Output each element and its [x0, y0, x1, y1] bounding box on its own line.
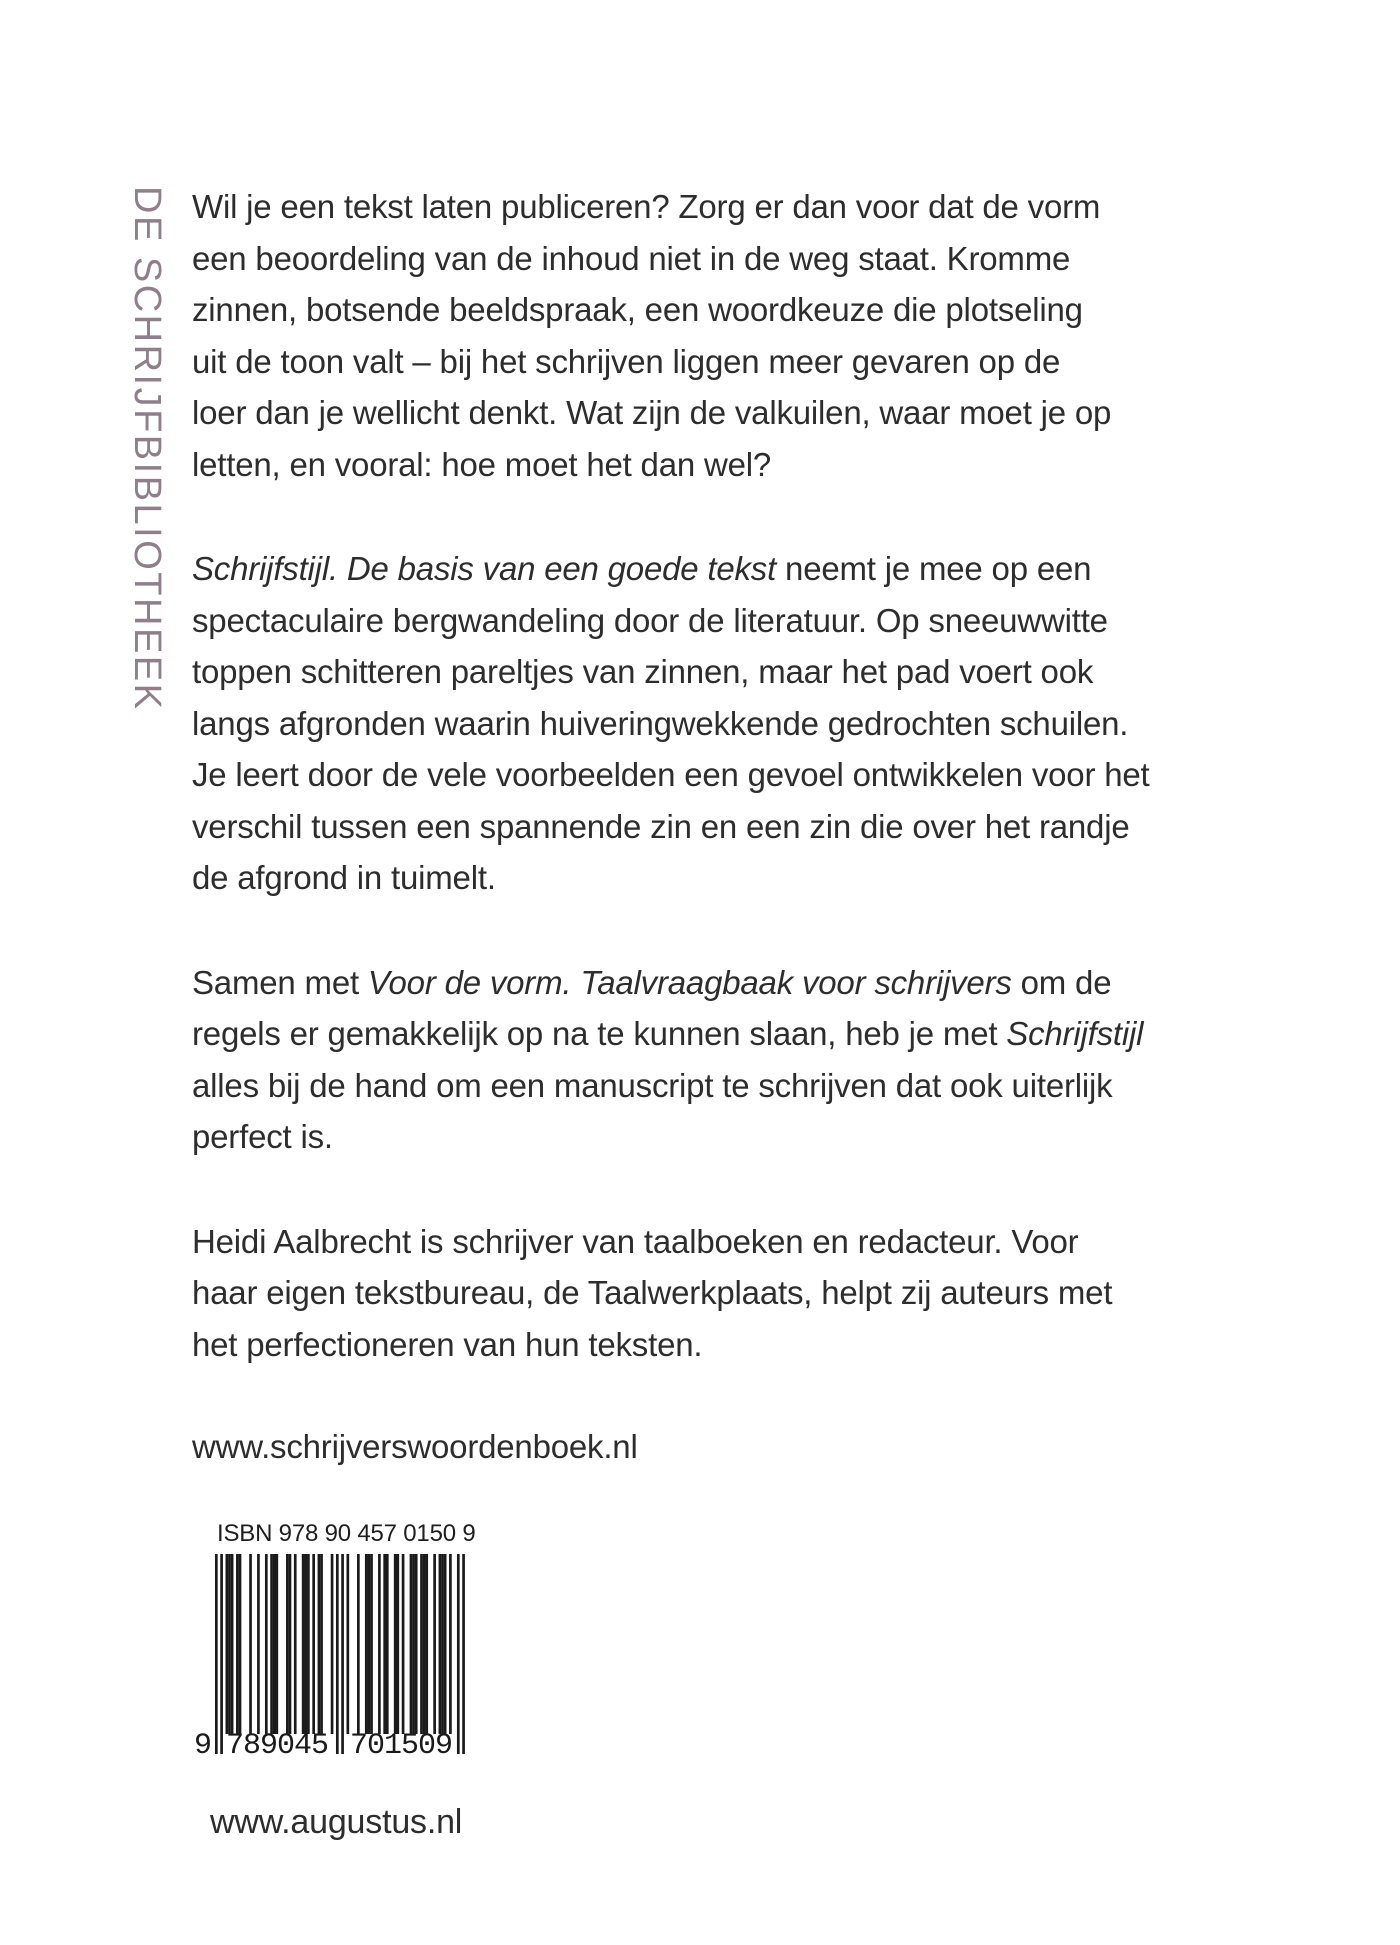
text-segment: loer dan je wellicht denkt. Wat zijn de valkuilen, waar moet je op: [192, 394, 1112, 431]
barcode-bar: [396, 1554, 399, 1734]
barcode-bar: [433, 1554, 436, 1734]
series-title-vertical: DE SCHRIJFBIBLIOTHEEK: [126, 186, 168, 712]
text-segment: de afgrond in tuimelt.: [192, 859, 496, 896]
barcode-bar: [294, 1554, 297, 1734]
barcode-bar: [425, 1554, 428, 1734]
barcode-bar: [370, 1554, 373, 1734]
barcode-bar: [410, 1554, 413, 1734]
barcode-bar: [412, 1554, 415, 1734]
barcode-guard-bar: [336, 1554, 339, 1754]
barcode-bar: [228, 1554, 231, 1734]
barcode-bar: [231, 1554, 234, 1734]
text-segment: toppen schitteren pareltjes van zinnen, maar het pad voert ook: [192, 653, 1094, 690]
text-segment: zinnen, botsende beeldspraak, een woordkeuze die plotseling: [192, 291, 1083, 328]
barcode-bar: [312, 1554, 315, 1734]
barcode-bar: [378, 1554, 381, 1734]
ean13-barcode: [193, 1554, 471, 1758]
text-segment: verschil tussen een spannende zin en een zin die over het randje: [192, 807, 1130, 845]
barcode-bar: [257, 1554, 260, 1734]
barcode-bar: [441, 1554, 444, 1734]
text-segment: letten, en vooral: hoe moet het dan wel?: [192, 445, 772, 483]
book-title-italic: Schrijfstijl. De basis van een goede tekst: [192, 550, 777, 587]
text-segment: Heidi Aalbrecht is schrijver van taalboeken en redacteur. Voor: [192, 1222, 1079, 1260]
text-segment: uit de toon valt – bij het schrijven liggen meer gevaren op de: [192, 342, 1061, 380]
text-segment: regels er gemakkelijk op na te kunnen slaan, heb je met: [192, 1015, 1007, 1052]
barcode-bar: [383, 1554, 386, 1734]
text-segment: Wil je een tekst laten publiceren? Zorg er dan voor dat de vorm: [192, 188, 1101, 225]
barcode-bar: [415, 1554, 418, 1734]
barcode-bar: [394, 1554, 397, 1734]
text-segment: het perfectioneren van hun teksten.: [192, 1325, 703, 1363]
barcode-bar: [357, 1554, 360, 1734]
barcode-bar: [386, 1554, 389, 1734]
barcode-bar: [307, 1554, 310, 1734]
barcode-guard-bar: [220, 1554, 223, 1754]
barcode-guard-bar: [457, 1554, 460, 1754]
barcode-bar: [270, 1554, 273, 1734]
text-segment: alles bij de hand om een manuscript te schrijven dat ook uiterlijk: [192, 1066, 1113, 1104]
paragraph-3: [192, 957, 1352, 1163]
barcode-bar: [420, 1554, 423, 1734]
text-segment: perfect is.: [192, 1118, 333, 1155]
text-segment: een beoordeling van de inhoud niet in de weg staat. Kromme: [192, 239, 1071, 277]
text-segment: Samen met: [192, 963, 368, 1001]
barcode-bar: [289, 1554, 292, 1734]
barcode-digit-lead: 9: [194, 1729, 213, 1758]
text-segment: om de: [1011, 963, 1112, 1001]
barcode-bar: [249, 1554, 252, 1734]
barcode-guard-bar: [341, 1554, 344, 1754]
barcode-bar: [286, 1554, 289, 1734]
barcode-bar: [265, 1554, 268, 1734]
text-segment: haar eigen tekstbureau, de Taalwerkplaats, helpt zij auteurs met: [192, 1274, 1113, 1311]
publisher-website-url: www.augustus.nl: [210, 1803, 463, 1841]
author-website-url: www.schrijverswoordenboek.nl: [192, 1428, 638, 1465]
barcode-bar: [226, 1554, 229, 1734]
isbn-block: [193, 1520, 475, 1758]
text-segment: langs afgronden waarin huiveringwekkende gedrochten schuilen.: [192, 704, 1129, 742]
paragraph-2: [192, 543, 1352, 904]
barcode-bar: [236, 1554, 239, 1734]
barcode-digits-left: 789045: [226, 1729, 329, 1758]
barcode-bar: [331, 1554, 334, 1734]
text-segment: neemt je mee op een: [776, 550, 1092, 587]
book-title-italic: Voor de vorm. Taalvraagbaak voor schrijvers: [367, 963, 1012, 1001]
text-segment: spectaculaire bergwandeling door de literatuur. Op sneeuwwitte: [192, 601, 1108, 639]
barcode-bar: [304, 1554, 307, 1734]
barcode-bar: [239, 1554, 242, 1734]
barcode-bar: [439, 1554, 442, 1734]
barcode-bar: [368, 1554, 371, 1734]
paragraph-1: [192, 181, 1352, 490]
barcode-bar: [423, 1554, 426, 1734]
barcode-bar: [444, 1554, 447, 1734]
book-title-italic: Schrijfstijl: [1006, 1015, 1144, 1052]
barcode-bar: [318, 1554, 321, 1734]
blurb-text: [192, 181, 1352, 1423]
barcode-guard-bar: [215, 1554, 218, 1754]
barcode-bar: [320, 1554, 323, 1734]
barcode-bar: [273, 1554, 276, 1734]
barcode-digits-right: 701509: [350, 1729, 453, 1758]
isbn-label: ISBN 978 90 457 0150 9: [217, 1520, 476, 1547]
barcode-bar: [402, 1554, 405, 1734]
text-segment: Je leert door de vele voorbeelden een gevoel ontwikkelen voor het: [192, 756, 1150, 793]
barcode-bar: [365, 1554, 368, 1734]
paragraph-4: [192, 1216, 1352, 1371]
barcode-bar: [347, 1554, 350, 1734]
barcode-guard-bar: [462, 1554, 465, 1754]
barcode-bar: [449, 1554, 452, 1734]
barcode-bar: [275, 1554, 278, 1734]
barcode-bar: [302, 1554, 305, 1734]
